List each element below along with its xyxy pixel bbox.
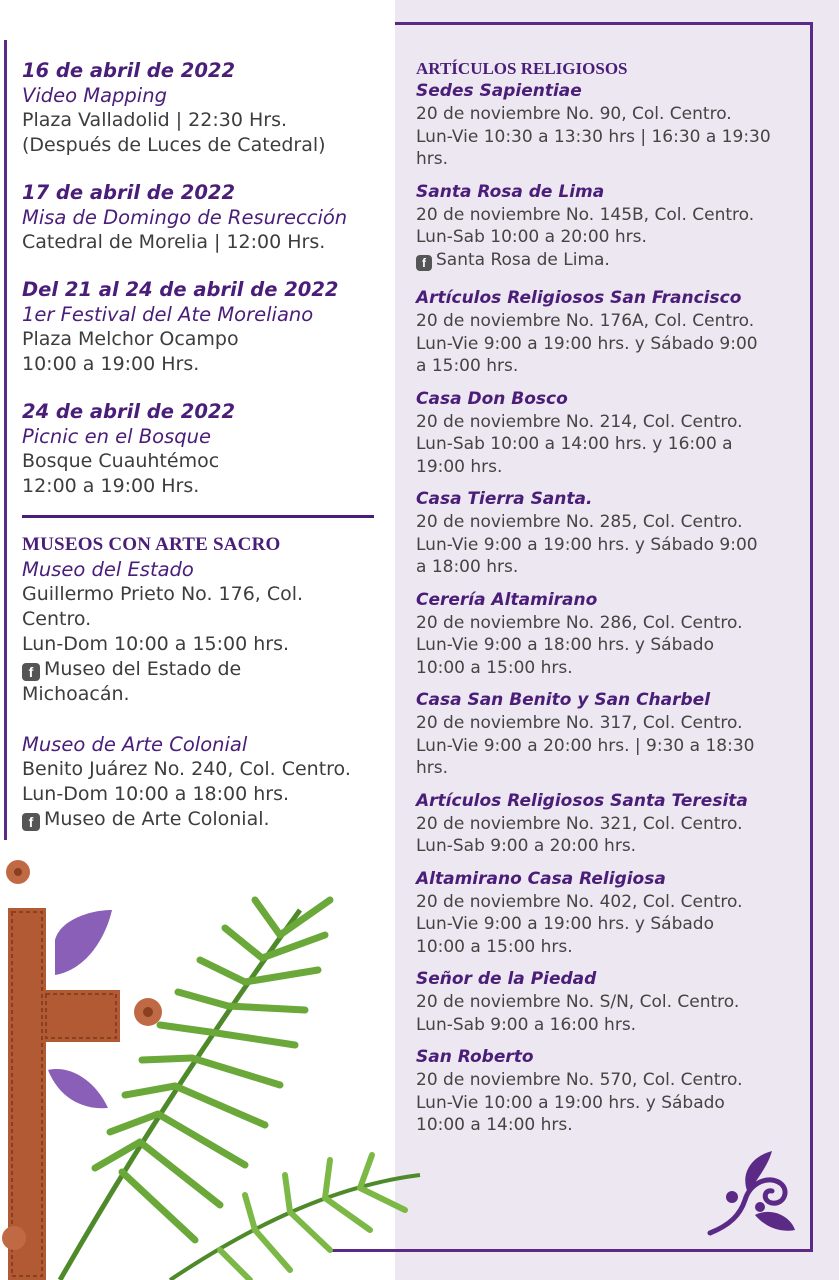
facebook-icon: f bbox=[22, 663, 40, 681]
store-detail: a 15:00 hrs. bbox=[416, 356, 519, 376]
museum-name: Museo de Arte Colonial bbox=[22, 733, 248, 756]
store-name: Artículos Religiosos Santa Teresita bbox=[416, 790, 748, 811]
store-name: San Roberto bbox=[416, 1047, 534, 1067]
store-detail: Lun-Sab 10:00 a 14:00 hrs. y 16:00 a bbox=[416, 434, 733, 454]
store-name: Casa San Benito y San Charbel bbox=[416, 690, 711, 710]
store-name: Altamirano Casa Religiosa bbox=[416, 868, 666, 889]
event-name: Picnic en el Bosque bbox=[22, 425, 211, 448]
store-name: Señor de la Piedad bbox=[416, 969, 597, 989]
palm-leaf-icon bbox=[60, 900, 420, 1280]
frame-border-left bbox=[4, 40, 7, 840]
store-facebook[interactable] bbox=[416, 249, 808, 272]
section-divider bbox=[22, 515, 374, 518]
store-name: Casa Tierra Santa. bbox=[416, 489, 593, 509]
store-detail: 20 de noviembre No. 214, Col. Centro. bbox=[416, 411, 743, 432]
event-detail: 10:00 a 19:00 Hrs. bbox=[22, 353, 200, 375]
museum-facebook-label: Museo de Arte Colonial. bbox=[44, 808, 270, 830]
store-detail: 20 de noviembre No. 90, Col. Centro. bbox=[416, 104, 732, 124]
event-name: Misa de Domingo de Resurección bbox=[22, 206, 348, 229]
museum-item bbox=[22, 557, 394, 707]
store-item bbox=[416, 80, 808, 171]
event-detail: Catedral de Morelia | 12:00 Hrs. bbox=[22, 231, 326, 253]
store-name: Cerería Altamirano bbox=[416, 589, 598, 610]
museum-item bbox=[22, 732, 394, 832]
flourish-ornament-icon bbox=[700, 1145, 800, 1240]
museum-detail: Benito Juárez No. 240, Col. Centro. bbox=[22, 758, 351, 780]
store-detail: 20 de noviembre No. 570, Col. Centro. bbox=[416, 1070, 743, 1090]
store-detail: Lun-Sab 10:00 a 20:00 hrs. bbox=[416, 227, 647, 247]
store-item bbox=[416, 1046, 808, 1137]
facebook-icon: f bbox=[22, 813, 40, 831]
store-detail: Lun-Vie 9:00 a 19:00 hrs. y Sábado 9:00 bbox=[416, 534, 758, 555]
store-item bbox=[416, 287, 808, 378]
frame-border-top bbox=[395, 22, 813, 25]
store-detail: 20 de noviembre No. 402, Col. Centro. bbox=[416, 891, 743, 912]
store-detail: 20 de noviembre No. 321, Col. Centro. bbox=[416, 813, 743, 834]
event-detail: 12:00 a 19:00 Hrs. bbox=[22, 475, 200, 497]
event-name: Video Mapping bbox=[22, 84, 167, 107]
store-detail: Lun-Vie 9:00 a 19:00 hrs. y Sábado 9:00 bbox=[416, 333, 758, 354]
store-item bbox=[416, 790, 808, 858]
event-detail: Plaza Valladolid | 22:30 Hrs. bbox=[22, 109, 288, 131]
store-detail: 10:00 a 15:00 hrs. bbox=[416, 936, 573, 957]
store-detail: Lun-Vie 9:00 a 19:00 hrs. y Sábado bbox=[416, 914, 714, 934]
left-column bbox=[22, 58, 394, 857]
store-detail: 20 de noviembre No. S/N, Col. Centro. bbox=[416, 992, 740, 1012]
store-detail: hrs. bbox=[416, 758, 449, 778]
store-detail: Lun-Vie 9:00 a 18:00 hrs. y Sábado bbox=[416, 635, 714, 655]
store-detail: 10:00 a 14:00 hrs. bbox=[416, 1115, 573, 1135]
facebook-icon: f bbox=[416, 255, 432, 271]
store-detail: Lun-Sab 9:00 a 16:00 hrs. bbox=[416, 1014, 637, 1035]
event-date: Del 21 al 24 de abril de 2022 bbox=[22, 278, 339, 301]
store-detail: 20 de noviembre No. 176A, Col. Centro. bbox=[416, 311, 755, 331]
store-name: Artículos Religiosos San Francisco bbox=[416, 288, 742, 308]
store-item bbox=[416, 388, 808, 479]
event-date: 16 de abril de 2022 bbox=[22, 59, 236, 82]
event-name: 1er Festival del Ate Moreliano bbox=[22, 303, 314, 326]
museum-detail: Lun-Dom 10:00 a 18:00 hrs. bbox=[22, 783, 290, 805]
store-facebook-label: Santa Rosa de Lima. bbox=[436, 249, 610, 270]
event-date: 24 de abril de 2022 bbox=[22, 400, 236, 423]
store-name: Casa Don Bosco bbox=[416, 388, 568, 409]
frame-border-right bbox=[810, 22, 813, 1252]
right-column bbox=[416, 58, 808, 1147]
store-detail: Lun-Vie 10:30 a 13:30 hrs | 16:30 a 19:30 bbox=[416, 126, 771, 147]
store-name: Santa Rosa de Lima bbox=[416, 181, 605, 202]
museums-section-title: MUSEOS CON ARTE SACRO bbox=[22, 534, 281, 555]
museum-facebook-cont: Michoacán. bbox=[22, 683, 130, 705]
store-item bbox=[416, 868, 808, 959]
museum-facebook-label: Museo del Estado de bbox=[44, 658, 242, 680]
museum-detail: Guillermo Prieto No. 176, Col. bbox=[22, 583, 304, 605]
store-detail: Lun-Vie 9:00 a 20:00 hrs. | 9:30 a 18:30 bbox=[416, 735, 755, 756]
event-detail: Plaza Melchor Ocampo bbox=[22, 328, 239, 350]
store-item bbox=[416, 181, 808, 272]
event-item bbox=[22, 399, 394, 499]
store-item bbox=[416, 968, 808, 1036]
store-detail: Lun-Sab 9:00 a 20:00 hrs. bbox=[416, 836, 637, 856]
museum-name: Museo del Estado bbox=[22, 558, 194, 581]
event-detail: Bosque Cuauhtémoc bbox=[22, 450, 220, 472]
store-detail: a 18:00 hrs. bbox=[416, 557, 519, 577]
event-item bbox=[22, 58, 394, 158]
store-item bbox=[416, 488, 808, 579]
palm-cross-illustration bbox=[0, 840, 440, 1280]
event-item bbox=[22, 277, 394, 377]
event-item bbox=[22, 180, 394, 255]
museum-facebook[interactable] bbox=[22, 657, 394, 682]
store-detail: 20 de noviembre No. 317, Col. Centro. bbox=[416, 713, 743, 733]
store-name: Sedes Sapientiae bbox=[416, 81, 582, 101]
store-item bbox=[416, 689, 808, 780]
store-detail: 20 de noviembre No. 145B, Col. Centro. bbox=[416, 204, 755, 225]
museum-detail: Centro. bbox=[22, 608, 92, 630]
museum-detail: Lun-Dom 10:00 a 15:00 hrs. bbox=[22, 633, 290, 655]
event-date: 17 de abril de 2022 bbox=[22, 181, 236, 204]
religious-section-title: ARTÍCULOS RELIGIOSOS bbox=[416, 59, 628, 78]
store-detail: 20 de noviembre No. 285, Col. Centro. bbox=[416, 512, 743, 532]
store-detail: Lun-Vie 10:00 a 19:00 hrs. y Sábado bbox=[416, 1092, 725, 1113]
store-detail: 19:00 hrs. bbox=[416, 456, 503, 477]
event-detail: (Después de Luces de Catedral) bbox=[22, 134, 326, 156]
store-detail: hrs. bbox=[416, 149, 449, 169]
museum-facebook[interactable] bbox=[22, 807, 394, 832]
store-detail: 10:00 a 15:00 hrs. bbox=[416, 657, 573, 678]
store-item bbox=[416, 589, 808, 680]
store-detail: 20 de noviembre No. 286, Col. Centro. bbox=[416, 612, 743, 633]
